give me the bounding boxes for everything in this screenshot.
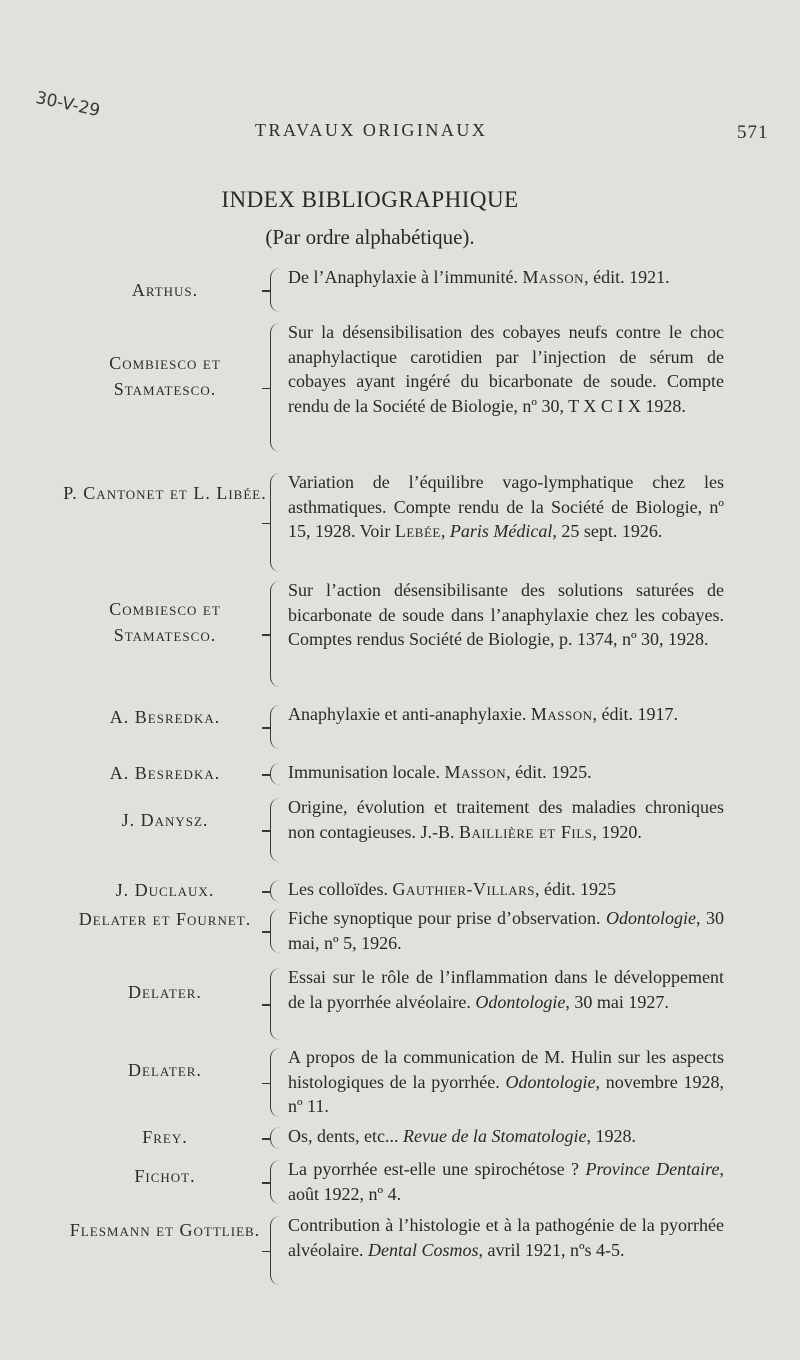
- entry-reference: [288, 760, 724, 785]
- reference-text: , édit. 1917.: [592, 704, 679, 724]
- brace-bracket: [270, 1216, 285, 1285]
- reference-text: Contribution à l’histologie et à la pathogénie de la pyorrhée alvéolaire.: [288, 1215, 724, 1260]
- reference-text: A propos de la communication de M. Hulin sur les aspects histologiques de la pyorrhée.: [288, 1047, 724, 1092]
- bibliography-entry: [0, 1124, 800, 1152]
- bibliography-entry: [0, 877, 800, 905]
- reference-text: ,: [440, 521, 450, 541]
- entry-author: A. Besredka.: [109, 707, 221, 727]
- entry-author: Delater et Fournet.: [78, 909, 252, 929]
- reference-journal: Revue de la Stomatologie: [402, 1126, 587, 1146]
- reference-text: Os, dents, etc...: [288, 1126, 403, 1146]
- brace-bracket: [270, 798, 285, 862]
- entry-reference: [288, 320, 724, 418]
- entry-author: Combiesco et Stamatesco.: [109, 353, 221, 399]
- entry-reference: [288, 877, 724, 902]
- bibliography-entry: [0, 320, 800, 455]
- handwritten-date: 30-V-29: [33, 88, 102, 122]
- entry-author: A. Besredka.: [109, 763, 221, 783]
- reference-text: La pyorrhée est-elle une spirochétose ?: [288, 1159, 586, 1179]
- reference-text: Fiche synoptique pour prise d’observation.: [288, 908, 606, 928]
- brace-bracket: [270, 1048, 285, 1117]
- reference-text: , novembre 1928, nº 11.: [288, 1071, 724, 1116]
- reference-text: , 30 mai, nº 5, 1926.: [288, 908, 724, 953]
- reference-text: Les colloïdes.: [288, 879, 393, 899]
- entry-author: Frey.: [142, 1127, 188, 1147]
- entry-reference: [288, 470, 724, 544]
- reference-text: Sur l’action désensibilisante des solutions saturées de bicarbonate de soude dans l’anaphylaxie chez les cobayes. Comptes rendus Société de Biologie, p. 1374, nº 30, 1928.: [288, 580, 724, 649]
- entry-author: P. Cantonet et L. Libée.: [63, 483, 267, 503]
- bibliography-entry: [0, 906, 800, 956]
- reference-publisher: Masson: [530, 704, 593, 724]
- reference-text: , 1928.: [586, 1126, 636, 1146]
- brace-bracket: [270, 581, 285, 687]
- brace-bracket: [270, 473, 285, 572]
- bibliography-entry: [0, 760, 800, 788]
- entry-author: Delater.: [128, 1060, 202, 1080]
- reference-text: Essai sur le rôle de l’inflammation dans le développement de la pyorrhée alvéolaire.: [288, 967, 724, 1012]
- brace-bracket: [270, 763, 285, 785]
- reference-text: , 1920.: [592, 821, 642, 842]
- reference-publisher: Masson: [444, 762, 507, 782]
- bibliography-entry: [0, 578, 800, 690]
- reference-text: Immunisation locale.: [288, 762, 445, 782]
- bibliography-entry: [0, 702, 800, 752]
- entry-reference: [288, 1045, 724, 1119]
- running-head: TRAVAUX ORIGINAUX: [255, 120, 488, 140]
- entry-reference: [288, 1124, 724, 1149]
- brace-bracket: [270, 323, 285, 452]
- reference-text: Sur la désensibilisation des cobayes neufs contre le choc anaphylactique carotidien par l’injection de sérum de cobayes ayant ingéré du bicarbonate de soude. Compte rendu de la Société de Biologie, nº 30, T X C I X 1928.: [288, 322, 724, 416]
- brace-bracket: [270, 880, 285, 902]
- bibliography-entry: [0, 265, 800, 315]
- entry-author: Arthus.: [131, 280, 199, 300]
- reference-text: Origine, évolution et traitement des maladies chroniques non contagieuses. J.-B.: [288, 797, 724, 842]
- reference-journal: Province Dentaire: [585, 1159, 720, 1179]
- bibliography-entry: [0, 1045, 800, 1120]
- brace-bracket: [270, 968, 285, 1040]
- entry-author: Flesmann et Gottlieb.: [69, 1220, 261, 1240]
- bibliography-entry: [0, 470, 800, 575]
- entry-author: Fichot.: [134, 1166, 196, 1186]
- bibliography-entry: [0, 795, 800, 865]
- entry-reference: [288, 265, 724, 290]
- reference-text: , 30 mai 1927.: [565, 991, 669, 1012]
- bibliography-entry: [0, 1213, 800, 1288]
- reference-text: Variation de l’équilibre vago-lymphatique chez les asthmatiques. Compte rendu de la Société de Biologie, nº 15, 1928. Voir: [288, 472, 724, 541]
- reference-publisher: Gauthier-Villars: [392, 879, 536, 899]
- entry-author: Combiesco et Stamatesco.: [109, 599, 221, 645]
- brace-bracket: [270, 268, 285, 312]
- index-title: INDEX BIBLIOGRAPHIQUE: [221, 187, 519, 212]
- brace-bracket: [270, 1160, 285, 1204]
- entry-author: Delater.: [128, 982, 202, 1002]
- entry-author: J. Duclaux.: [115, 880, 215, 900]
- reference-text: , août 1922, nº 4.: [288, 1159, 724, 1204]
- reference-text: Anaphylaxie et anti-anaphylaxie.: [288, 704, 531, 724]
- entry-reference: [288, 702, 724, 727]
- entry-reference: [288, 906, 724, 955]
- brace-bracket: [270, 909, 285, 953]
- reference-journal: Odontologie: [605, 908, 696, 928]
- reference-text: De l’Anaphylaxie à l’immunité.: [288, 267, 523, 287]
- reference-text: , avril 1921, nºs 4-5.: [478, 1239, 625, 1260]
- page-number: 571: [737, 122, 769, 143]
- reference-journal: Paris Médical: [449, 521, 553, 541]
- entry-author: J. Danysz.: [121, 810, 209, 830]
- reference-journal: Odontologie: [505, 1071, 596, 1092]
- reference-publisher: Masson: [522, 267, 585, 287]
- bibliography-entry: [0, 965, 800, 1043]
- entry-reference: [288, 965, 724, 1014]
- reference-text: , édit. 1925.: [506, 762, 592, 782]
- index-subtitle: (Par ordre alphabétique).: [265, 225, 475, 249]
- entry-reference: [288, 1213, 724, 1262]
- brace-bracket: [270, 705, 285, 749]
- reference-publisher: Lebée: [394, 521, 441, 541]
- entry-reference: [288, 578, 724, 652]
- bibliography-entry: [0, 1157, 800, 1207]
- reference-journal: Odontologie: [475, 991, 566, 1012]
- reference-publisher: Baillière et Fils: [458, 821, 593, 842]
- reference-text: , édit. 1925: [535, 879, 617, 899]
- entry-reference: [288, 1157, 724, 1206]
- brace-bracket: [270, 1127, 285, 1149]
- entry-reference: [288, 795, 724, 844]
- reference-text: , 25 sept. 1926.: [552, 521, 663, 541]
- reference-journal: Dental Cosmos: [367, 1239, 479, 1260]
- reference-text: , édit. 1921.: [584, 267, 670, 287]
